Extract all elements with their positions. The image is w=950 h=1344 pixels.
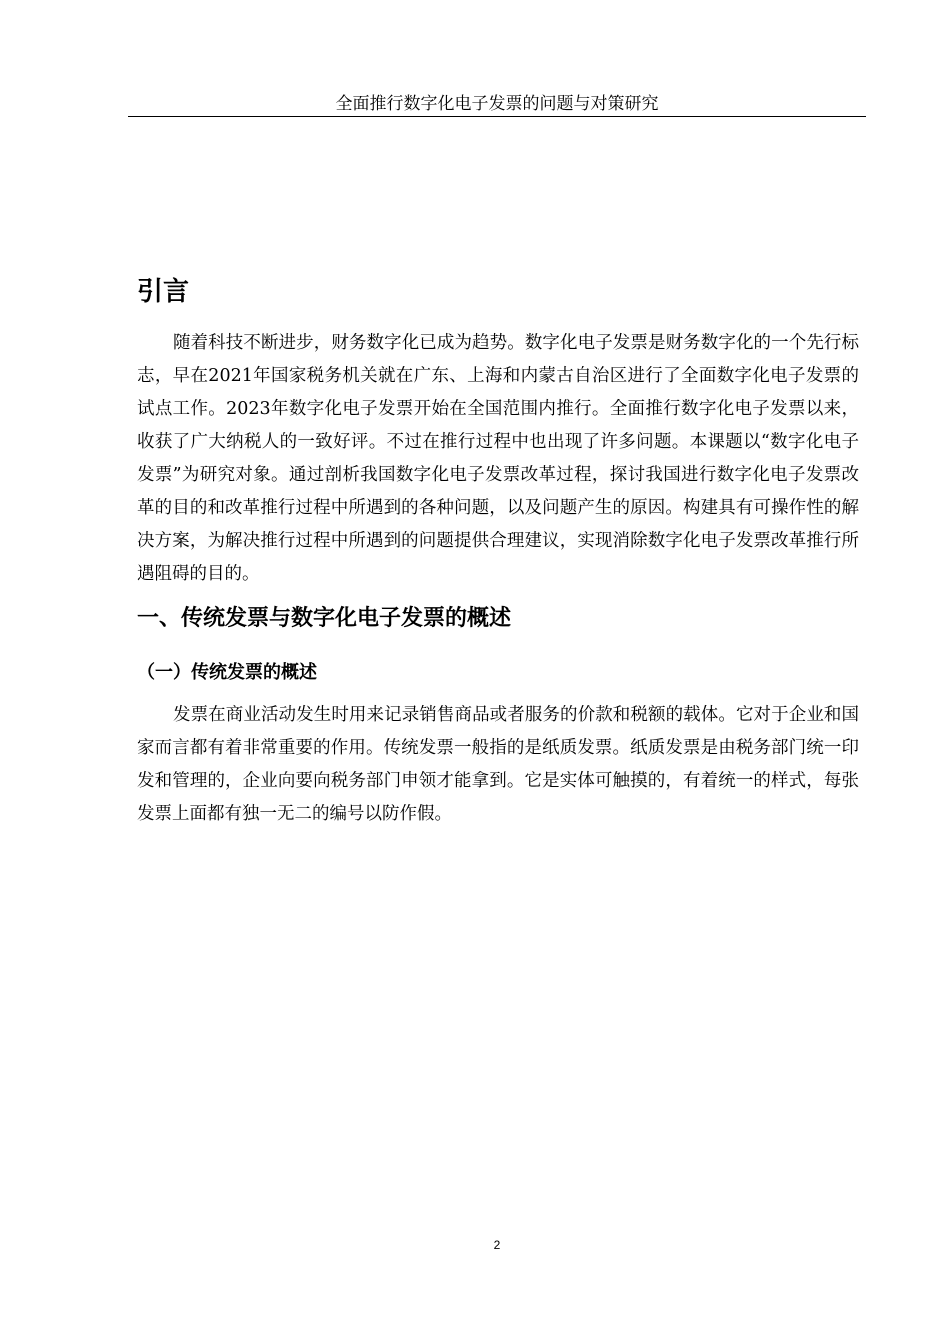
chapter-heading: 一、传统发票与数字化电子发票的概述 [137, 606, 512, 631]
introduction-heading: 引言 [137, 277, 190, 307]
page-body [137, 270, 859, 831]
introduction-paragraph: 随着科技不断进步，财务数字化已成为趋势。数字化电子发票是财务数字化的一个先行标志，早在2021年国家税务机关就在广东、上海和内蒙古自治区进行了全面数字化电子发票的试点工作。2023年数字化电子发票开始在全国范围内推行。全面推行数字化电子发票以来，收获了广大纳税人的一致好评。不过在推行过程中也出现了许多问题。本课题以“数字化电子发票”为研究对象。通过剖析我国数字化电子发票改革过程，探讨我国进行数字化电子发票改革的目的和改革推行过程中所遇到的各种问题，以及问题产生的原因。构建具有可操作性的解决方案，为解决推行过程中所遇到的问题提供合理建议，实现消除数字化电子发票改革推行所遇阻碍的目的。 [137, 333, 859, 584]
subsection-paragraph: 发票在商业活动发生时用来记录销售商品或者服务的价款和税额的载体。它对于企业和国家而言都有着非常重要的作用。传统发票一般指的是纸质发票。纸质发票是由税务部门统一印发和管理的，企业向要向税务部门申领才能拿到。它是实体可触摸的，有着统一的样式，每张发票上面都有独一无二的编号以防作假。 [137, 705, 859, 824]
subsection-heading: （一）传统发票的概述 [137, 662, 317, 683]
running-title: 全面推行数字化电子发票的问题与对策研究 [335, 94, 659, 114]
page-number: 2 [493, 1238, 501, 1252]
running-header [128, 92, 866, 117]
